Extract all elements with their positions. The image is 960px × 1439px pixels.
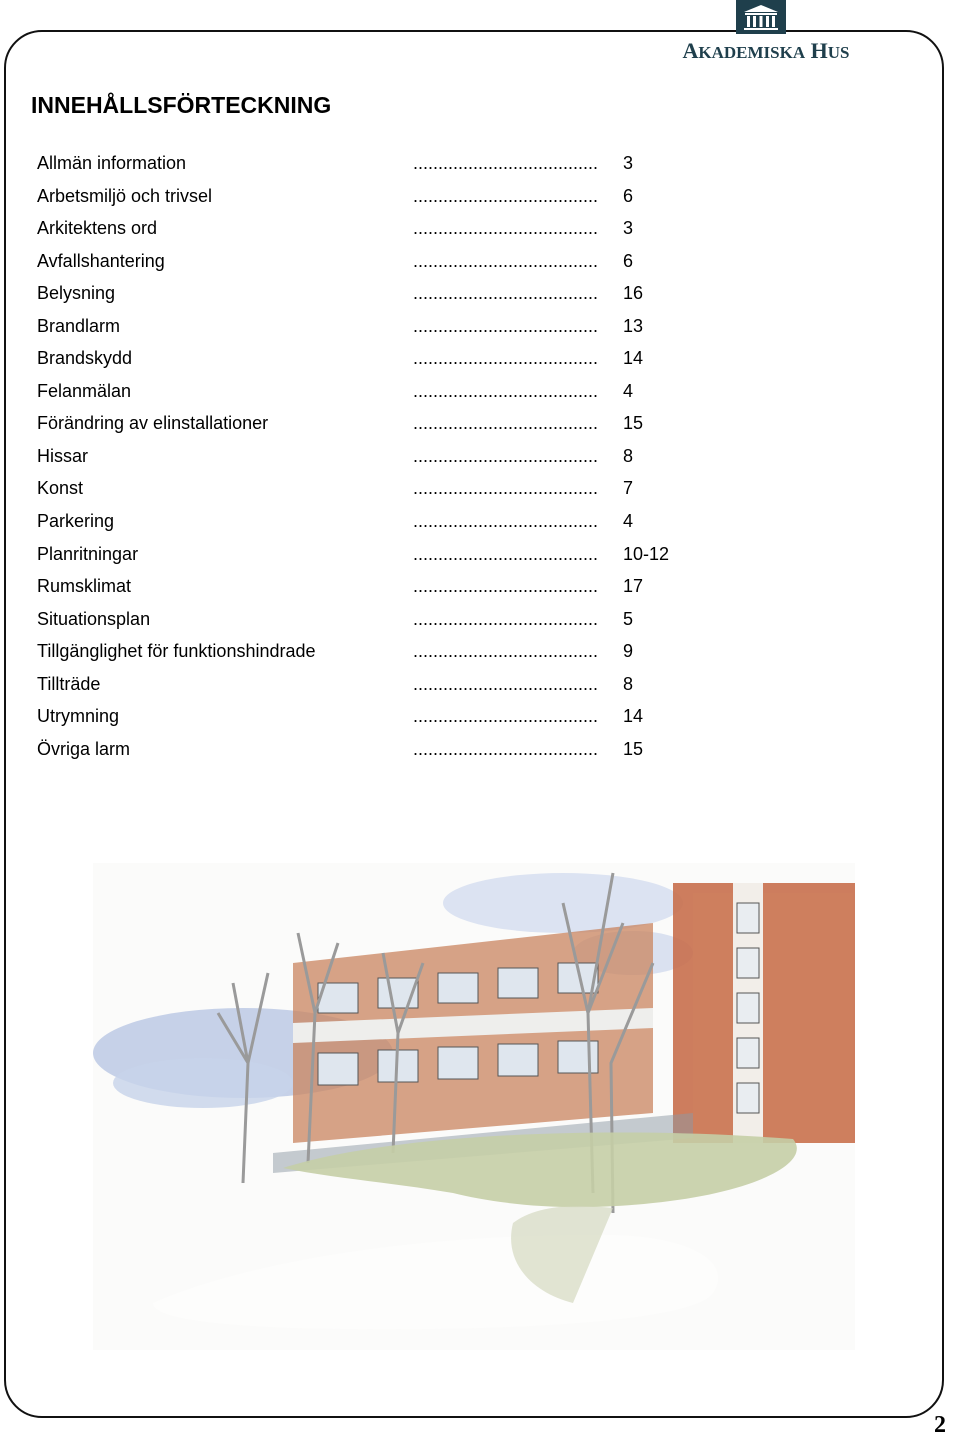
toc-entry-page: 14: [623, 348, 644, 369]
toc-entry-title: Förändring av elinstallationer: [37, 413, 269, 434]
toc-row: [37, 375, 737, 408]
building-watercolor-illustration: [93, 863, 855, 1350]
toc-entry-title: Tillgänglighet för funktionshindrade: [37, 641, 316, 662]
toc-dot-leader: .....................................: [413, 608, 599, 629]
toc-row: [37, 700, 737, 733]
toc-entry-page: 8: [623, 673, 634, 694]
toc-entry-page: 3: [623, 218, 634, 239]
toc-dot-leader: .....................................: [413, 543, 599, 564]
toc-entry-title: Hissar: [37, 445, 89, 466]
toc-row: [37, 668, 737, 701]
toc-entry-title: Rumsklimat: [37, 576, 132, 597]
toc-entry-page: 16: [623, 283, 644, 304]
toc-entry-title: Situationsplan: [37, 608, 151, 629]
toc-entry-title: Övriga larm: [37, 738, 131, 759]
toc-entry-title: Arkitektens ord: [37, 218, 158, 239]
toc-entry-title: Avfallshantering: [37, 250, 165, 271]
toc-entry-page: 15: [623, 413, 644, 434]
toc-entry-page: 3: [623, 153, 634, 173]
table-of-contents: [37, 147, 737, 765]
toc-entry-page: 8: [623, 445, 634, 466]
toc-row: [37, 570, 737, 603]
toc-dot-leader: .....................................: [413, 153, 599, 173]
akademiska-hus-logo: [676, 0, 856, 62]
toc-dot-leader: .....................................: [413, 413, 599, 434]
toc-entry-title: Arbetsmiljö och trivsel: [37, 185, 213, 206]
toc-row: [37, 180, 737, 213]
toc-entry-title: Allmän information: [37, 153, 187, 173]
logo-wordmark: AKADEMISKA HUS: [682, 38, 850, 63]
toc-entry-page: 14: [623, 706, 644, 727]
toc-entry-title: Felanmälan: [37, 380, 132, 401]
toc-row: [37, 342, 737, 375]
toc-row: [37, 212, 737, 245]
toc-entry-title: Planritningar: [37, 543, 139, 564]
toc-dot-leader: .....................................: [413, 250, 599, 271]
toc-entry-title: Belysning: [37, 283, 116, 304]
toc-dot-leader: .....................................: [413, 738, 599, 759]
toc-row: [37, 277, 737, 310]
toc-entry-page: 13: [623, 315, 644, 336]
toc-row: [37, 635, 737, 668]
toc-dot-leader: .....................................: [413, 478, 599, 499]
toc-entry-page: 17: [623, 576, 644, 597]
toc-row: [37, 310, 737, 343]
toc-row: [37, 505, 737, 538]
building-columns-icon: [736, 0, 786, 34]
toc-dot-leader: .....................................: [413, 706, 599, 727]
toc-dot-leader: .....................................: [413, 185, 599, 206]
toc-row: [37, 603, 737, 636]
toc-entry-title: Parkering: [37, 511, 115, 532]
toc-row: [37, 407, 737, 440]
toc-dot-leader: .....................................: [413, 576, 599, 597]
toc-entry-page: 15: [623, 738, 644, 759]
toc-entry-page: 6: [623, 250, 634, 271]
toc-row: [37, 472, 737, 505]
toc-entry-page: 9: [623, 641, 634, 662]
toc-row: [37, 733, 737, 766]
toc-row: [37, 147, 737, 180]
toc-dot-leader: .....................................: [413, 380, 599, 401]
toc-entry-page: 5: [623, 608, 634, 629]
toc-entry-page: 10-12: [623, 543, 670, 564]
toc-entry-page: 4: [623, 380, 634, 401]
toc-entry-title: Brandlarm: [37, 315, 121, 336]
toc-dot-leader: .....................................: [413, 673, 599, 694]
toc-dot-leader: .....................................: [413, 641, 599, 662]
toc-dot-leader: .....................................: [413, 348, 599, 369]
page-number: 2: [934, 1412, 946, 1438]
toc-entry-title: Tillträde: [37, 673, 101, 694]
toc-entry-page: 7: [623, 478, 634, 499]
toc-entry-title: Brandskydd: [37, 348, 133, 369]
toc-dot-leader: .....................................: [413, 511, 599, 532]
page-title: INNEHÅLLSFÖRTECKNING: [31, 92, 332, 118]
toc-dot-leader: .....................................: [413, 218, 599, 239]
toc-dot-leader: .....................................: [413, 445, 599, 466]
toc-dot-leader: .....................................: [413, 283, 599, 304]
toc-entry-page: 6: [623, 185, 634, 206]
toc-entry-page: 4: [623, 511, 634, 532]
toc-dot-leader: .....................................: [413, 315, 599, 336]
toc-row: [37, 245, 737, 278]
toc-entry-title: Utrymning: [37, 706, 120, 727]
toc-entry-title: Konst: [37, 478, 84, 499]
toc-row: [37, 538, 737, 571]
toc-row: [37, 440, 737, 473]
